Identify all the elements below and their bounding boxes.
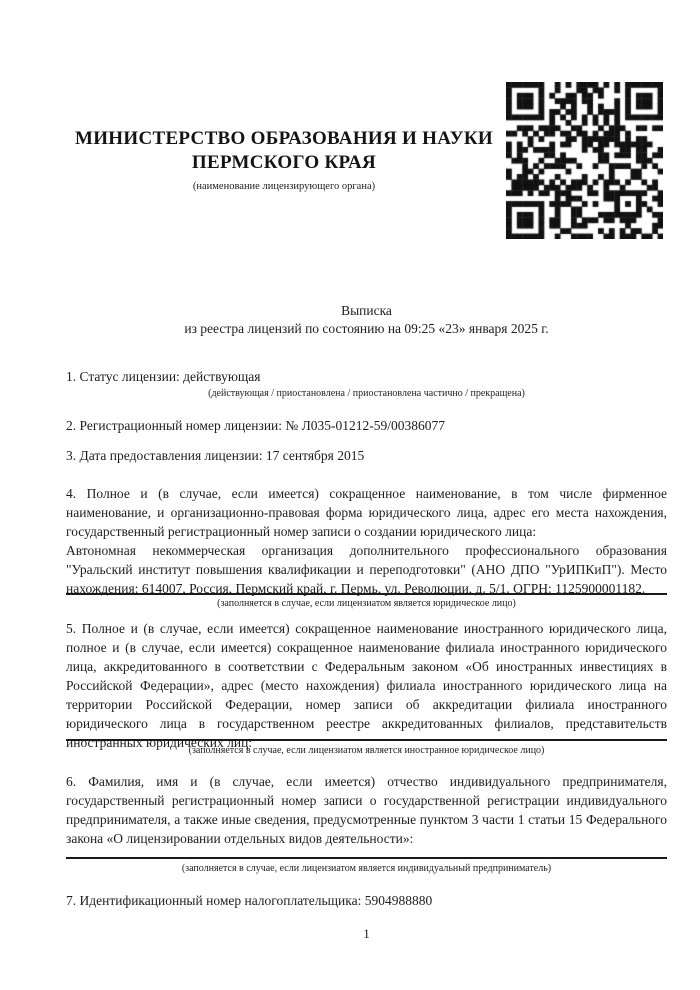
field-legal-entity-value: Автономная некоммерческая организация дополнительного профессионального образования "Уральский институт повышения квалификации и переподготовки" (АНО ДПО "УрИПКиП"). Место нахождения: 614007, Россия, Пермский край, г. Пермь, ул. Революции, д. 5/1. ОГРН: 1125900001182. xyxy=(66,543,667,596)
ministry-name-line1: МИНИСТЕРСТВО ОБРАЗОВАНИЯ И НАУКИ xyxy=(74,128,494,149)
document-subtitle: из реестра лицензий по состоянию на 09:25 «23» января 2025 г. xyxy=(184,320,549,336)
field-license-status: 1. Статус лицензии: действующая xyxy=(66,369,261,384)
qr-code xyxy=(506,82,663,239)
field-legal-entity-caption: (заполняется в случае, если лицензиатом является юридическое лицо) xyxy=(217,598,516,609)
field-entrepreneur-caption: (заполняется в случае, если лицензиатом является индивидуальный предприниматель) xyxy=(181,863,552,874)
field-legal-entity-label: 4. Полное и (в случае, если имеется) сокращенное наименование, в том числе фирменное наименование, и организационно-правовая форма юридического лица, адрес его места нахождения, государственный регистрационный номер записи о создании юридического лица: xyxy=(66,486,667,539)
field-grant-date: 3. Дата предоставления лицензии: 17 сентября 2015 xyxy=(66,448,365,463)
field-license-status-caption: (действующая / приостановлена / приостановлена частично / прекращена) xyxy=(208,388,525,399)
field-foreign-entity-label: 5. Полное и (в случае, если имеется) сокращенное наименование иностранного юридического лица, полное и (в случае, если имеется) сокращенное наименование филиала иностранного юридического лица, аккредитованного в соответствии с Федеральным законом «Об иностранных инвестициях в Российской Федерации», адрес (место нахождения) филиала иностранного юридического лица на территории Российской Федерации, номер записи об аккредитации филиала иностранного юридического лица в государственном реестре аккредитованных филиалов, представительств иностранных юридических лиц: xyxy=(66,621,667,750)
document-title-block xyxy=(66,302,667,337)
field-registration-number: 2. Регистрационный номер лицензии: № Л035-01212-59/00386077 xyxy=(66,418,446,433)
page-number: 1 xyxy=(363,926,370,941)
licensing-authority-header xyxy=(63,127,505,193)
field-rule-legal-entity xyxy=(66,593,667,595)
field-foreign-entity-caption: (заполняется в случае, если лицензиатом является иностранное юридическое лицо) xyxy=(188,745,545,756)
field-entrepreneur-label: 6. Фамилия, имя и (в случае, если имеется) отчество индивидуального предпринимателя, государственный регистрационный номер записи о государственной регистрации индивидуального предпринимателя, а также иные сведения, предусмотренные пунктом 3 части 1 статьи 15 Федерального закона «О лицензировании отдельных видов деятельности»: xyxy=(66,774,667,846)
field-rule-entrepreneur xyxy=(66,857,667,859)
document-title: Выписка xyxy=(341,303,392,318)
ministry-name-line2: ПЕРМСКОГО КРАЯ xyxy=(191,152,377,173)
field-rule-foreign-entity xyxy=(66,739,667,741)
field-taxpayer-id: 7. Идентификационный номер налогоплательщика: 5904988880 xyxy=(66,893,433,908)
ministry-caption: (наименование лицензирующего органа) xyxy=(192,181,376,192)
